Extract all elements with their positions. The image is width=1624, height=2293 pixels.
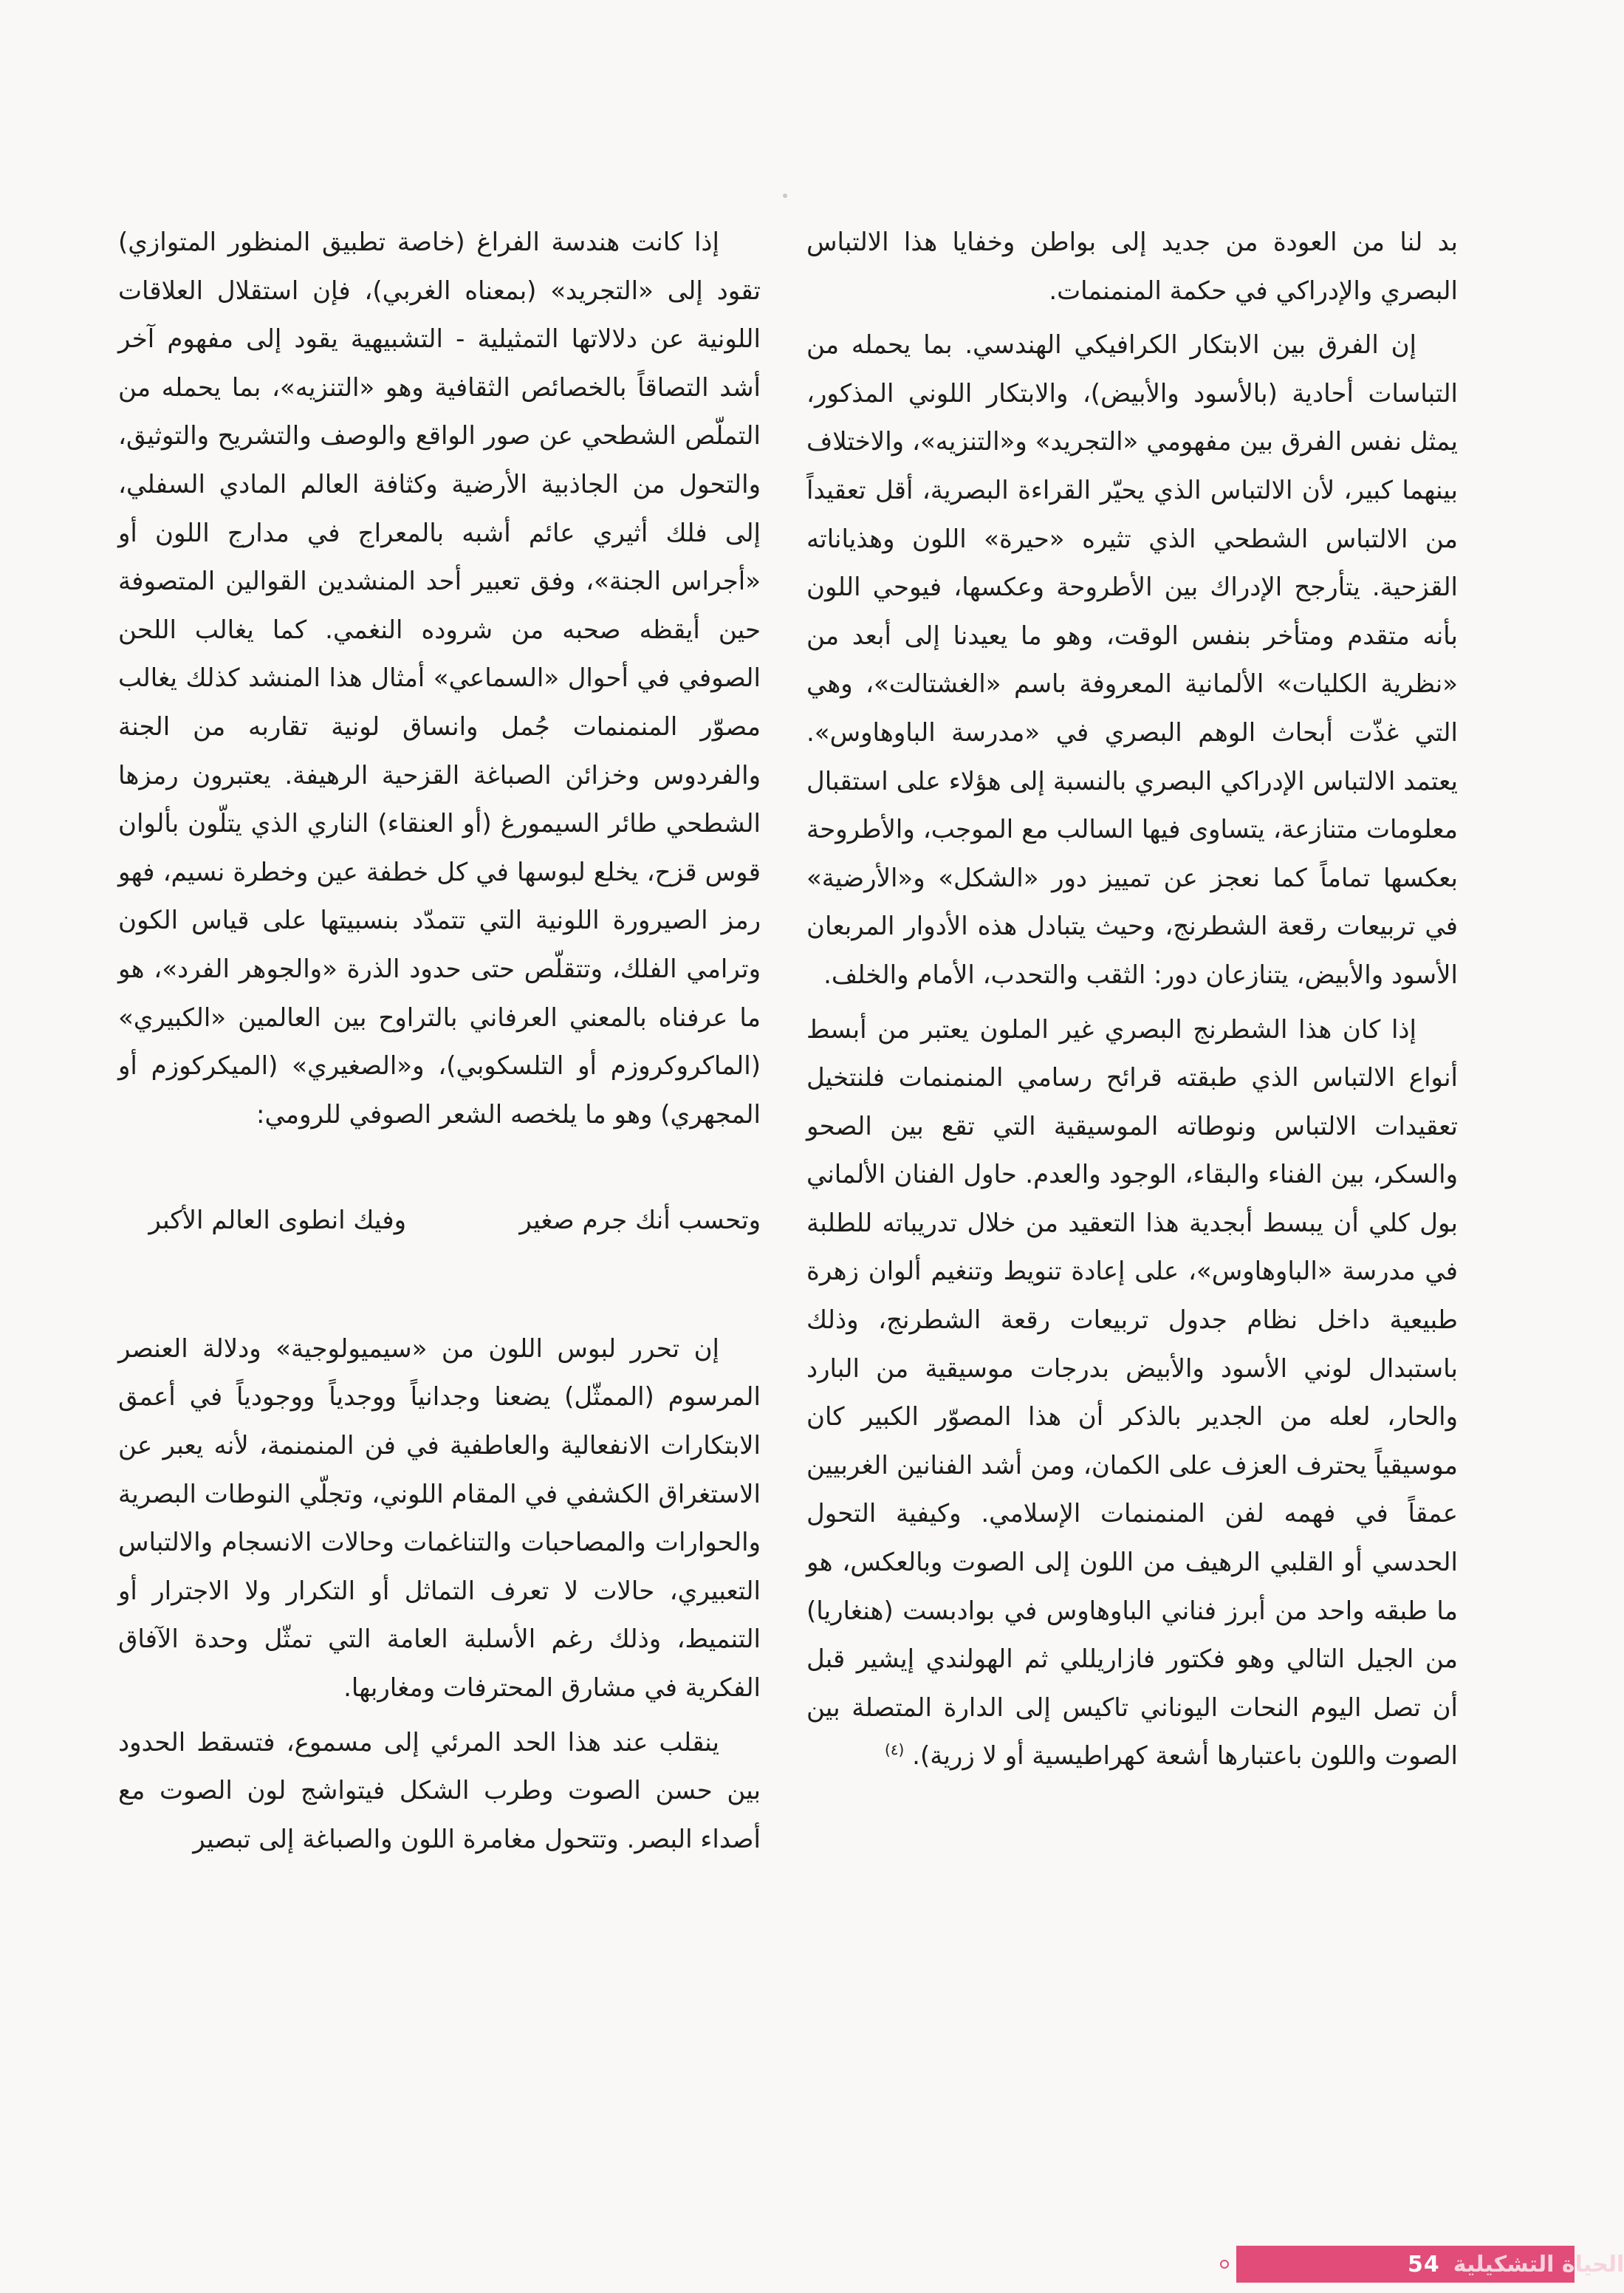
page-number: 54 xyxy=(1408,2251,1440,2277)
footer-dot-icon xyxy=(1220,2260,1229,2269)
verse-second-hemistich: وفيك انطوى العالم الأكبر xyxy=(148,1206,406,1236)
left-text-column xyxy=(118,219,761,1870)
footer-band xyxy=(1236,2246,1624,2283)
footnote-reference[interactable]: (٤) xyxy=(884,1741,905,1760)
verse-first-hemistich: وتحسب أنك جرم صغير xyxy=(519,1206,761,1236)
magazine-name: الحياة التشكيلية xyxy=(1453,2251,1624,2277)
paragraph-text: إذا كان هذا الشطرنج البصري غير الملون يعتبر من أبسط أنواع الالتباس الذي طبقته قرائح رسامي المنمنمات فلنتخيل تعقيدات الالتباس ونوطاته الموسيقية التي تقع بين الصحو والسكر، بين الفناء والبقاء، الوجود والعدم. حاول الفنان الألماني بول كلي أن يبسط أبجدية هذا التعقيد من خلال تدريباته للطلبة في مدرسة «الباوهاوس»، على إعادة تنويط وتنغيم ألوان زهرة طبيعية داخل نظام جدول تربيعات رقعة الشطرنج، وذلك باستبدال لوني الأسود والأبيض بدرجات موسيقية من البارد والحار، لعله من الجدير بالذكر أن هذا المصوّر الكبير كان موسيقياً يحترف العزف على الكمان، ومن أشد الفنانين الغربيين عمقاً في فهمه لفن المنمنمات الإسلامي. وكيفية التحول الحدسي أو القلبي الرهيف من اللون إلى الصوت وبالعكس، هو ما طبقه واحد من أبرز فناني الباوهاوس في بوادبست (هنغاريا) من الجيل التالي وهو فكتور فازاريللي ثم الهولندي إيشير قبل أن تصل اليوم النحات اليوناني تاكيس إلى الدارة المتصلة بين الصوت واللون باعتبارها أشعة كهراطيسية أو لا زرية). xyxy=(806,1014,1458,1771)
paragraph: إن تحرر لبوس اللون من «سيميولوجية» ودلالة العنصر المرسوم (الممثّل) يضعنا وجدانياً ووجدياً ووجودياً في أعمق الابتكارات الانفعالية والعاطفية في فن المنمنمة، لأنه يعبر عن الاستغراق الكشفي في المقام اللوني، وتجلّي النوطات البصرية والحوارات والمصاحبات والتناغمات وحالات الانسجام والالتباس التعبيري، حالات لا تعرف التماثل أو التكرار ولا الاجترار أو التنميط، وذلك رغم الأسلبة العامة التي تمثّل وحدة الآفاق الفكرية في مشارق المحترفات ومغاربها. xyxy=(118,1333,761,1703)
paragraph: بد لنا من العودة من جديد إلى بواطن وخفايا هذا الالتباس البصري والإدراكي في حكمة المنمنمات. xyxy=(806,228,1458,306)
right-text-column xyxy=(806,219,1458,1787)
paragraph: ينقلب عند هذا الحد المرئي إلى مسموع، فتسقط الحدود بين حسن الصوت وطرب الشكل فيتواشج لون الصوت مع أصداء البصر. وتتحول مغامرة اللون والصباغة إلى تبصير xyxy=(118,1727,761,1854)
paragraph xyxy=(806,1006,1458,1782)
paragraph: إذا كانت هندسة الفراغ (خاصة تطبيق المنظور المتوازي) تقود إلى «التجريد» (بمعناه الغربي)، فإن استقلال العلاقات اللونية عن دلالاتها التمثيلية - التشبيهية يقود إلى مفهوم آخر أشد التصاقاً بالخصائص الثقافية وهو «التنزيه»، بما يحمله من التملّص الشطحي عن صور الواقع والوصف والتشريح والتوثيق، والتحول من الجاذبية الأرضية وكثافة العالم المادي السفلي، إلى فلك أثيري عائم أشبه بالمعراج في مدارج اللون أو «أجراس الجنة»، وفق تعبير أحد المنشدين القوالين المتصوفة حين أيقظه صحبه من شروده النغمي. كما يغالب اللحن الصوفي في أحوال «السماعي» أمثال هذا المنشد كذلك يغالب مصوّر المنمنمات جُمل وانساق لونية تقاربه من الجنة والفردوس وخزائن الصباغة القزحية الرهيفة. يعتبرون رمزها الشطحي طائر السيمورغ (أو العنقاء) الناري الذي يتلّون بألوان قوس قزح، يخلع لبوسها في كل خطفة عين وخطرة نسيم، فهو رمز الصيرورة اللونية التي تتمدّد بنسبيتها على قياس الكون وترامي الفلك، وتتقلّص حتى حدود الذرة «والجوهر الفرد»، هو ما عرفناه بالمعني العرفاني بالتراوح بين العالمين «الكبيري» (الماكروكروزم أو التلسكوبي)، و«الصغيري» (الميكركوزم أو المجهري) وهو ما يلخصه الشعر الصوفي للرومي: xyxy=(118,228,761,1130)
poetry-verse xyxy=(118,1197,761,1245)
paragraph: إن الفرق بين الابتكار الكرافيكي الهندسي. بما يحمله من التباسات أحادية (بالأسود والأبيض)، والابتكار اللوني المذكور، يمثل نفس الفرق بين مفهومي «التجريد» و«التنزيه»، والاختلاف بينهما كبير، لأن الالتباس الذي يحيّر القراءة البصرية، أقل تعقيداً من الالتباس الشطحي الذي تثيره «حيرة» اللون وهذياناته القزحية. يتأرجح الإدراك بين الأطروحة وعكسها، فيوحي اللون بأنه متقدم ومتأخر بنفس الوقت، وهو ما يعيدنا إلى أبعد من «نظرية الكليات» الألمانية المعروفة باسم «الغشتالت»، وهي التي غذّت أبحاث الوهم البصري في «مدرسة الباوهاوس». يعتمد الالتباس الإدراكي البصري بالنسبة إلى هؤلاء على استقبال معلومات متنازعة، يتساوى فيها السالب مع الموجب، والأطروحة بعكسها تماماً كما نعجز عن تمييز دور «الشكل» و«الأرضية» في تربيعات رقعة الشطرنج، وحيث يتبادل هذه الأدوار المربعان الأسود والأبيض، يتنازعان دور: الثقب والتحدب، الأمام والخلف. xyxy=(806,330,1458,990)
center-register-mark xyxy=(783,194,787,198)
